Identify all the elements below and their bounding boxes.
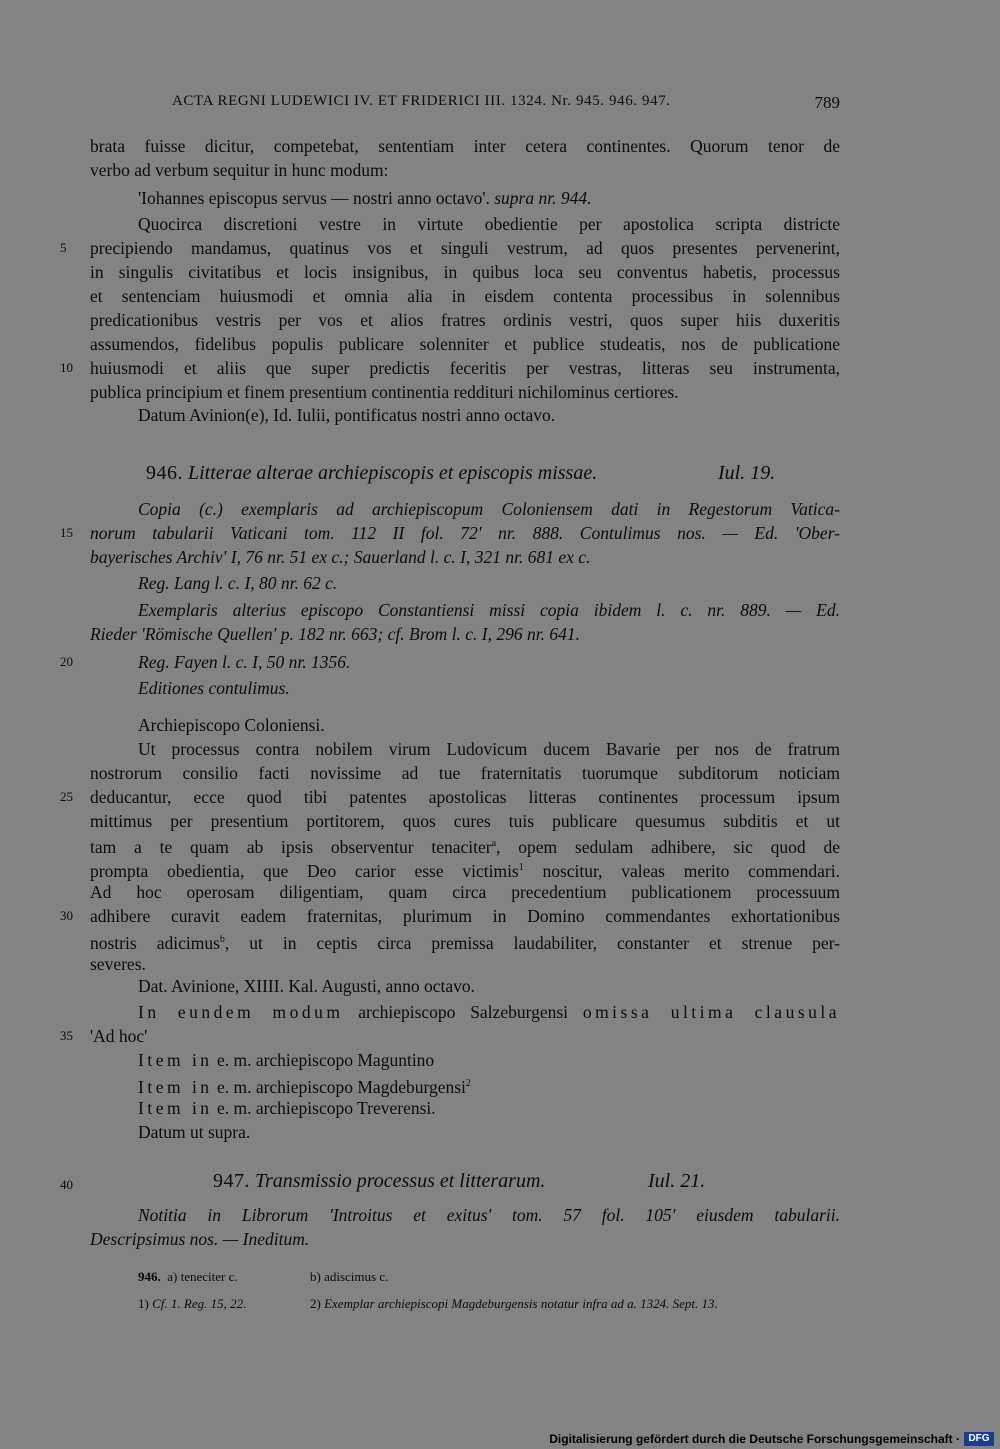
text-fragment: , opem sedulam adhibere, sic quod de [496,836,840,857]
text-line [138,1048,840,1072]
document-date: Iul. 21. [648,1170,706,1192]
text-line: Ut processus contra nobilem virum Ludovicum ducem Bavarie per nos de fratrum [138,739,840,759]
text-line: brata fuisse dicitur, competebat, sententiam inter cetera continentes. Quorum tenor de [90,136,840,156]
text-line: et sentenciam huiusmodi et omnia alia in eisdem contenta processibus in solennibus [90,286,840,306]
source-note: Copia (c.) exemplaris ad archiepiscopum Coloniensem dati in Regestorum Vatica- [138,499,840,519]
spaced-text: In eundem modum [138,1002,344,1022]
footnote-mark: a [491,838,497,849]
text-line: precipiendo mandamus, quatinus vos et singuli vestrum, ad quos presentes pervenerint, [90,238,840,258]
text-line: Quocirca discretioni vestre in virtute obedientie per apostolica scripta districte [138,214,840,234]
text-line: mittimus per presentium portitorem, quos cures tuis publicare quesumus subditis et ut [90,811,840,831]
running-header [90,93,840,117]
text-line: deducantur, ecce quod tibi patentes apostolicas litteras continentes processum ipsum [90,787,840,807]
dating-clause: Datum ut supra. [138,1122,251,1142]
spaced-text: omissa ultima clausula [582,1002,841,1022]
text-fragment: e. m. archiepiscopo Maguntino [212,1050,435,1070]
spaced-text: Item in [138,1050,213,1070]
source-note: Reg. Fayen l. c. I, 50 nr. 1356. [138,652,351,672]
dating-clause: Dat. Avinione, XIIII. Kal. Augusti, anno octavo. [138,976,475,996]
line-number: 35 [60,1028,73,1043]
document-number: 947. [213,1170,250,1192]
source-note: Editiones contulimus. [138,678,290,698]
footnote-text: adiscimus c. [324,1269,389,1284]
footnote-mark: 1) [138,1296,149,1311]
footnote-mark: 2 [465,1078,471,1089]
quoted-incipit: 'Iohannes episcopus servus — nostri anno octavo'. [138,188,490,208]
source-note: Descripsimus nos. — Ineditum. [90,1229,310,1249]
text-line: adhibere curavit eadem fraternitas, plurimum in Domino commendantes exhortationibus [90,906,840,926]
line-number: 20 [60,654,73,669]
text-line: in singulis civitatibus et locis insignibus, in quibus loca seu conventus habetis, processus [90,262,840,282]
text-line [138,1096,840,1120]
source-note: bayerisches Archiv' I, 76 nr. 51 ex c.; Sauerland l. c. I, 321 nr. 681 ex c. [90,547,591,567]
footnote-b [310,1267,388,1287]
footnote-text: Exemplar archiepiscopi Magdeburgensis notatur infra ad a. 1324. Sept. 13. [324,1296,718,1311]
document-heading-946 [146,460,597,486]
footnote-mark: b) [310,1269,321,1284]
document-heading-947 [213,1168,545,1194]
text-line [90,856,840,883]
text-fragment: tam a te quam ab ipsis observentur tenaciter [90,836,492,857]
footnote-text: Cf. 1. Reg. 15, 22. [152,1296,247,1311]
footnote-1 [138,1294,246,1314]
document-number: 946. [146,462,183,484]
footnote-2 [310,1294,718,1314]
text-line: severes. [90,954,146,974]
dfg-logo: DFG [964,1432,994,1446]
text-fragment: e. m. archiepiscopo Treverensi. [212,1098,436,1118]
line-number: 5 [60,240,67,255]
text-line: nostrorum consilio facti novissime ad tue fraternitatis tuorumque subditorum noticiam [90,763,840,783]
text-line: Ad hoc operosam diligentiam, quam circa precedentium publicationem processuum [90,882,840,902]
spaced-text: Item in [138,1098,213,1118]
text-fragment: , ut in ceptis circa premissa laudabiliter, constanter et strenue per- [224,932,840,953]
line-number: 10 [60,360,73,375]
text-fragment: nostris adicimus [90,932,220,953]
line-number: 40 [60,1177,73,1192]
page-number: 789 [814,93,840,112]
document-title: Litterae alterae archiepiscopis et episcopis missae. [188,462,598,484]
text-line [138,1072,840,1099]
document-title: Transmissio processus et litterarum. [255,1170,546,1192]
text-line: assumendos, fidelibus populis publicare solenniter et publice studeatis, nos de publicatione [90,334,840,354]
text-line [138,1000,840,1024]
footnote-label: 946. [138,1269,161,1284]
text-line [138,186,840,210]
text-line: verbo ad verbum sequitur in hunc modum: [90,160,389,180]
text-line: huiusmodi et aliis que super predictis feceritis per vestras, litteras seu instrumenta, [90,358,840,378]
source-note: Rieder 'Römische Quellen' p. 182 nr. 663; cf. Brom l. c. I, 296 nr. 641. [90,624,580,644]
spaced-text: Item in [138,1076,213,1097]
funding-note: Digitalisierung gefördert durch die Deutsche Forschungsgemeinschaft · [549,1432,960,1446]
cross-reference: supra nr. 944. [494,188,592,208]
footnote-mark: 1 [518,862,524,873]
line-number: 15 [60,525,73,540]
running-title: ACTA REGNI LUDEWICI IV. ET FRIDERICI III. 1324. Nr. 945. 946. 947. [172,93,671,109]
source-note: norum tabularii Vaticani tom. 112 II fol. 72' nr. 888. Contulimus nos. — Ed. 'Ober- [90,523,840,543]
text-fragment: archiepiscopo Salzeburgensi [343,1002,583,1022]
addressee: Archiepiscopo Coloniensi. [138,715,325,735]
text-line [90,928,840,955]
funding-footer [0,1430,1000,1449]
text-line: 'Ad hoc' [90,1026,148,1046]
text-line: publica principium et finem presentium continentia reddituri nichilominus certiores. [90,382,679,402]
source-note: Reg. Lang l. c. I, 80 nr. 62 c. [138,573,338,593]
source-note: Notitia in Librorum 'Introitus et exitus' tom. 57 fol. 105' eiusdem tabularii. [138,1205,840,1225]
document-date: Iul. 19. [718,462,776,484]
text-fragment: prompta obedientia, que Deo carior esse victimis [90,860,519,881]
line-number: 25 [60,789,73,804]
footnote-mark: b [219,934,225,945]
footnotes-variants [138,1267,238,1287]
text-line: predicationibus vestris per vos et alios fratres ordinis vestri, quos super hiis duxeritis [90,310,840,330]
footnote-mark: 2) [310,1296,321,1311]
line-number: 30 [60,908,73,923]
footnote-text: teneciter c. [180,1269,238,1284]
text-fragment: noscitur, valeas merito commendari. [523,860,840,881]
footnote-mark: a) [167,1269,178,1284]
text-fragment: e. m. archiepiscopo Magdeburgensi [212,1076,466,1097]
text-line [90,832,840,859]
source-note: Exemplaris alterius episcopo Constantiensi missi copia ibidem l. c. nr. 889. — Ed. [138,600,840,620]
dating-clause: Datum Avinion(e), Id. Iulii, pontificatus nostri anno octavo. [138,405,556,425]
